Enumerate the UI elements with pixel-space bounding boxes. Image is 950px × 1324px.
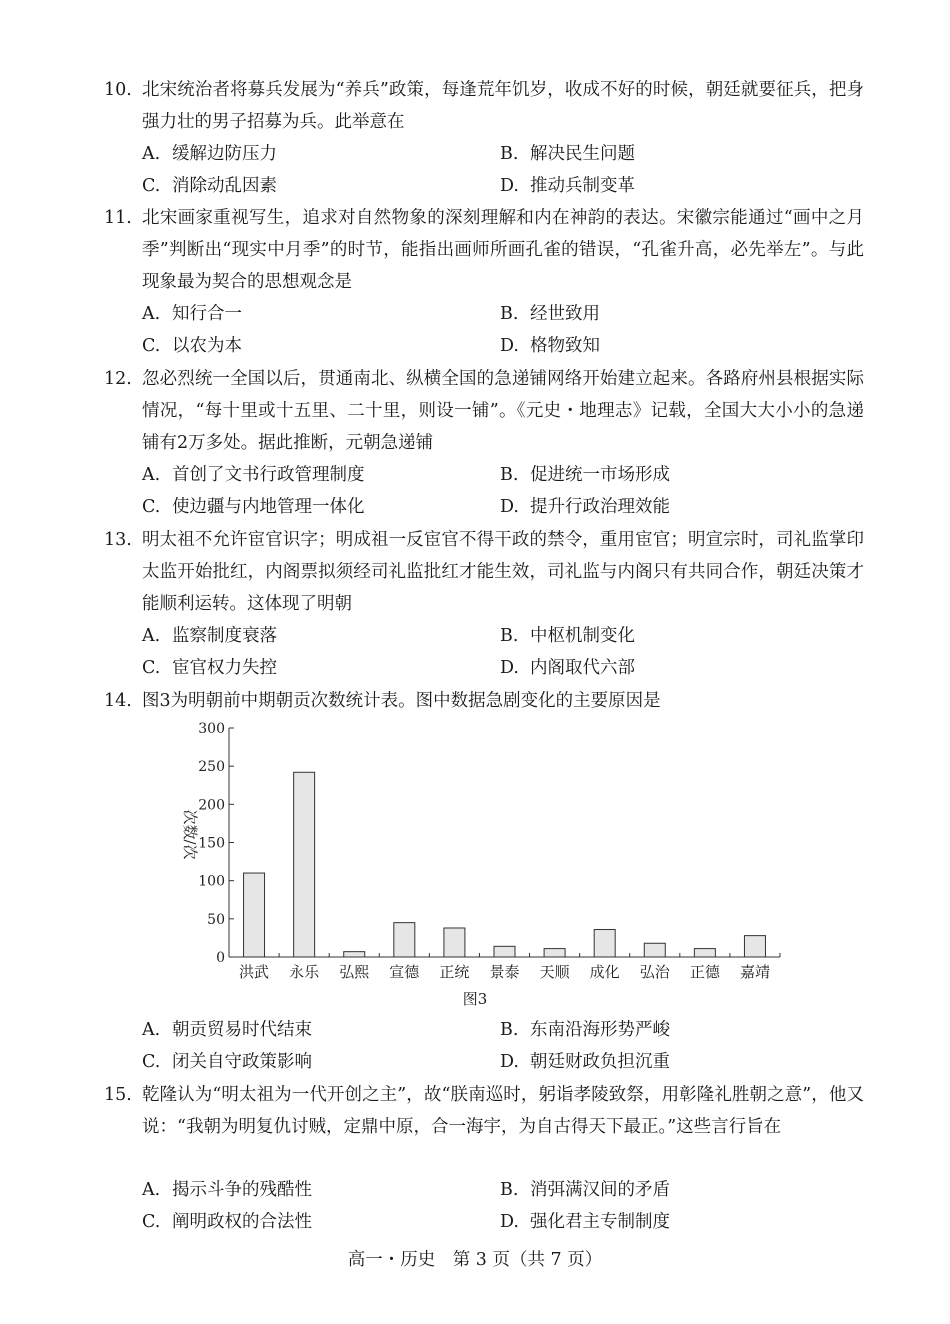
option-a — [142, 298, 242, 330]
option-text: 提升行政治理效能 — [530, 497, 670, 517]
option-text: 推动兵制变革 — [530, 176, 635, 196]
question-15-stem — [104, 1079, 864, 1143]
option-c — [142, 1206, 312, 1238]
option-text: 解决民生问题 — [530, 144, 635, 164]
option-b — [500, 1014, 670, 1046]
bar-7 — [594, 930, 615, 957]
bar-2 — [344, 952, 365, 957]
option-d — [500, 1206, 670, 1238]
option-b — [500, 620, 635, 652]
option-c — [142, 330, 242, 362]
question-13-stem — [104, 524, 864, 620]
bar-0 — [244, 873, 265, 957]
question-number: 10. — [104, 80, 132, 100]
question-text: 明太祖不允许宦官识字；明成祖一反宦官不得干政的禁令，重用宦官；明宣宗时，司礼监掌印太监开始批红，内阁票拟须经司礼监批红才能生效，司礼监与内阁只有共同合作，朝廷决策才能顺利运转。这体现了明朝 — [142, 530, 864, 614]
option-text: 中枢机制变化 — [530, 626, 635, 646]
tribute-count-bar-chart — [160, 718, 800, 988]
option-text: 强化君主专制制度 — [530, 1212, 670, 1232]
option-b — [500, 298, 600, 330]
option-text: 内阁取代六部 — [530, 658, 635, 678]
option-a — [142, 459, 365, 491]
y-tick-label: 100 — [198, 873, 225, 890]
question-text: 乾隆认为“明太祖为一代开创之主”，故“朕南巡时，躬诣孝陵致祭，用彰隆礼胜朝之意”，他又说：“我朝为明复仇讨贼，定鼎中原，合一海宇，为自古得天下最正。”这些言行旨在 — [142, 1085, 864, 1137]
question-text: 忽必烈统一全国以后，贯通南北、纵横全国的急递铺网络开始建立起来。各路府州县根据实际情况，“每十里或十五里、二十里，则设一铺”。《元史・地理志》记载，全国大大小小的急递铺有2万多处。据此推断，元朝急递铺 — [142, 369, 864, 453]
option-c — [142, 652, 277, 684]
option-text: 首创了文书行政管理制度 — [172, 465, 365, 485]
option-text: 朝廷财政负担沉重 — [530, 1052, 670, 1072]
question-12-stem — [104, 363, 864, 459]
option-label: C. — [142, 176, 161, 196]
option-label: C. — [142, 1052, 161, 1072]
option-text: 促进统一市场形成 — [530, 465, 670, 485]
x-tick-label: 弘治 — [639, 963, 670, 981]
y-tick-label: 50 — [207, 911, 225, 928]
option-c — [142, 1046, 312, 1078]
option-label: A. — [142, 465, 161, 485]
y-tick-label: 150 — [198, 835, 225, 852]
option-c — [142, 170, 277, 202]
x-tick-label: 正统 — [439, 963, 470, 981]
y-tick-label: 0 — [216, 950, 225, 966]
option-d — [500, 1046, 670, 1078]
option-label: B. — [500, 304, 519, 324]
option-text: 缓解边防压力 — [172, 144, 277, 164]
option-label: A. — [142, 1020, 161, 1040]
option-text: 监察制度衰落 — [172, 626, 277, 646]
option-text: 阐明政权的合法性 — [172, 1212, 312, 1232]
y-tick-label: 250 — [198, 759, 225, 776]
option-a — [142, 620, 277, 652]
option-label: C. — [142, 497, 161, 517]
option-text: 朝贡贸易时代结束 — [172, 1020, 312, 1040]
option-a — [142, 138, 277, 170]
question-11-stem — [104, 202, 864, 298]
option-d — [500, 330, 600, 362]
option-label: C. — [142, 336, 161, 356]
question-text: 图3为明朝前中期朝贡次数统计表。图中数据急剧变化的主要原因是 — [142, 691, 661, 711]
x-tick-label: 弘熙 — [339, 963, 370, 981]
y-tick-label: 200 — [198, 797, 225, 814]
question-number: 13. — [104, 530, 132, 550]
option-d — [500, 170, 635, 202]
bar-9 — [694, 949, 715, 957]
option-text: 知行合一 — [172, 304, 242, 324]
option-label: D. — [500, 176, 519, 196]
option-label: D. — [500, 497, 519, 517]
bar-10 — [744, 936, 765, 957]
question-number: 15. — [104, 1085, 132, 1105]
option-a — [142, 1014, 312, 1046]
page-footer: 高一・历史 第 3 页（共 7 页） — [347, 1250, 603, 1270]
option-text: 经世致用 — [530, 304, 600, 324]
x-tick-label: 宣德 — [389, 963, 420, 981]
option-label: D. — [500, 336, 519, 356]
question-number: 11. — [104, 208, 132, 228]
option-label: B. — [500, 1020, 519, 1040]
option-text: 宦官权力失控 — [172, 658, 277, 678]
option-label: B. — [500, 626, 519, 646]
question-text: 北宋统治者将募兵发展为“养兵”政策，每逢荒年饥岁，收成不好的时候，朝廷就要征兵，把身强力壮的男子招募为兵。此举意在 — [142, 80, 864, 132]
chart-labels — [181, 721, 770, 981]
option-text: 消除动乱因素 — [172, 176, 277, 196]
bar-3 — [394, 923, 415, 957]
question-number: 12. — [104, 369, 132, 389]
option-c — [142, 491, 365, 523]
option-label: A. — [142, 304, 161, 324]
option-d — [500, 491, 670, 523]
x-tick-label: 永乐 — [289, 963, 320, 981]
question-10-stem — [104, 74, 864, 138]
option-a — [142, 1174, 312, 1206]
option-text: 消弭满汉间的矛盾 — [530, 1180, 670, 1200]
option-text: 格物致知 — [530, 336, 600, 356]
option-label: D. — [500, 1212, 519, 1232]
question-number: 14. — [104, 691, 132, 711]
option-text: 东南沿海形势严峻 — [530, 1020, 670, 1040]
option-text: 揭示斗争的残酷性 — [172, 1180, 312, 1200]
bar-1 — [294, 772, 315, 957]
figure-caption: 图3 — [462, 990, 488, 1008]
option-text: 以农为本 — [172, 336, 242, 356]
x-tick-label: 洪武 — [239, 963, 270, 981]
x-tick-label: 成化 — [589, 963, 620, 981]
option-label: A. — [142, 1180, 161, 1200]
option-label: A. — [142, 144, 161, 164]
option-b — [500, 1174, 670, 1206]
chart-bars — [244, 772, 766, 957]
y-tick-label: 300 — [198, 721, 225, 737]
option-label: C. — [142, 658, 161, 678]
option-label: B. — [500, 144, 519, 164]
question-text: 北宋画家重视写生，追求对自然物象的深刻理解和内在神韵的表达。宋徽宗能通过“画中之月季”判断出“现实中月季”的时节，能指出画师所画孔雀的错误，“孔雀升高，必先举左”。与此现象最为契合的思想观念是 — [142, 208, 864, 292]
x-tick-label: 正德 — [689, 963, 720, 981]
option-label: B. — [500, 465, 519, 485]
bar-8 — [644, 943, 665, 957]
option-label: B. — [500, 1180, 519, 1200]
option-b — [500, 459, 670, 491]
option-label: C. — [142, 1212, 161, 1232]
bar-5 — [494, 946, 515, 957]
x-tick-label: 景泰 — [489, 963, 520, 981]
option-text: 使边疆与内地管理一体化 — [172, 497, 365, 517]
y-axis-title: 次数/次 — [181, 809, 199, 860]
option-b — [500, 138, 635, 170]
option-text: 闭关自守政策影响 — [172, 1052, 312, 1072]
option-label: D. — [500, 1052, 519, 1072]
question-14-stem — [104, 685, 864, 717]
x-tick-label: 天顺 — [539, 963, 570, 981]
option-label: A. — [142, 626, 161, 646]
bar-6 — [544, 949, 565, 957]
option-label: D. — [500, 658, 519, 678]
bar-4 — [444, 928, 465, 957]
x-tick-label: 嘉靖 — [739, 963, 770, 981]
option-d — [500, 652, 635, 684]
